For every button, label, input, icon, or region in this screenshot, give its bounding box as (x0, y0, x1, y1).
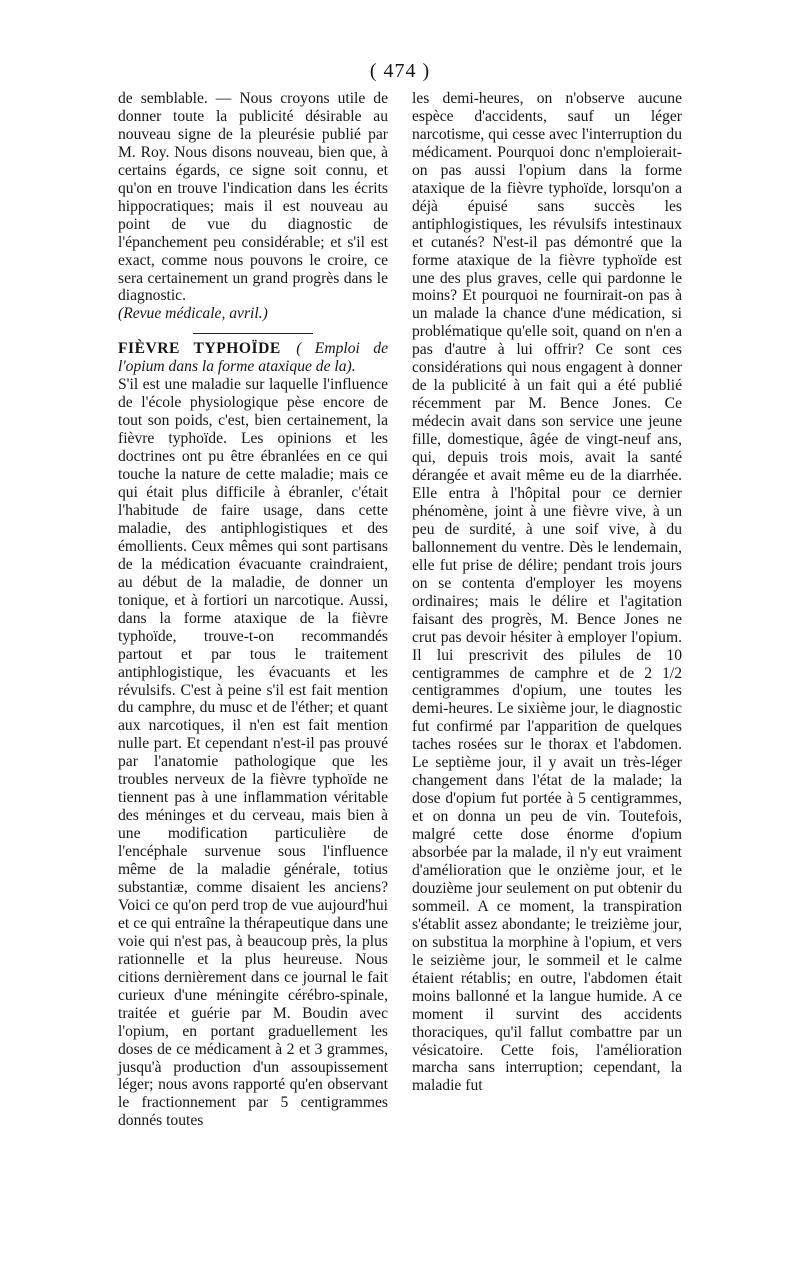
section-divider (193, 333, 313, 334)
left-paragraph-continuation: de semblable. — Nous croyons utile de donner toute la publicité désirable au nouveau signe de la pleurésie publié par M. Roy. Nous disons nouveau, bien que, à certains égards, ce signe soit connu, et qu'on en trouve l'indication dans les écrits hippocratiques; mais il est nouveau au point de vue du diagnostic de l'épanchement peu considérable; et s'il est exact, comme nous pouvons le croire, ce sera certainement un grand progrès dans le diagnostic. (118, 90, 388, 305)
article-paragraph-continued: les demi-heures, on n'observe aucune espèce d'accidents, sauf un léger narcotisme, qui cesse avec l'interruption du médicament. Pourquoi donc n'emploierait-on pas aussi l'opium dans la forme ataxique de la fièvre typhoïde, lorsqu'on a déjà épuisé sans succès les antiphlogistiques, les révulsifs intestinaux et cutanés? N'est-il pas démontré que la forme ataxique de la fièvre typhoïde est une des plus graves, celle qui pardonne le moins? Et pourquoi ne fournirait-on pas à un malade la chance d'une médication, si problématique qu'elle soit, quand on n'en a pas d'autre à lui offrir? Ce sont ces considérations qui nous engagent à donner de la publicité à un fait qui a été publié récemment par M. Bence Jones. Ce médecin avait dans son service une jeune fille, domestique, âgée de vingt-neuf ans, qui, depuis trois mois, avait la santé dérangée et avait même eu de la diarrhée. Elle entra à l'hôpital pour ce dernier phénomène, joint à une fièvre vive, à un peu de surdité, à une soif vive, à du ballonnement du ventre. Dès le lendemain, elle fut prise de délire; pendant trois jours on se contenta d'employer les moyens ordinaires; mais le délire et l'agitation faisant des progrès, M. Bence Jones ne crut pas devoir hésiter à employer l'opium. Il lui prescrivit des pilules de 10 centigrammes de camphre et de 2 1/2 centigrammes d'opium, une toutes les demi-heures. Le sixième jour, le diagnostic fut confirmé par l'apparition de quelques taches rosées sur le thorax et l'abdomen. Le septième jour, il y avait un très-léger changement dans l'état de la malade; la dose d'opium fut portée à 5 centigrammes, et on donna un peu de vin. Toutefois, malgré cette dose énorme d'opium absorbée par la malade, il n'y eut vraiment d'amélioration que le onzième jour, et le douzième jour seulement on put obtenir du sommeil. A ce moment, la transpiration s'établit assez abondante; le treizième jour, on substitua la morphine à l'opium, et vers le seizième jour, le sommeil et le calme étaient rétablis; en outre, l'abdomen était moins ballonné et la langue humide. A ce moment il survint des accidents thoraciques, qu'il fallut combattre par un vésicatoire. Cette fois, l'amélioration marcha sans interruption; cependant, la maladie fut (412, 90, 682, 1095)
section-heading: FIÈVRE TYPHOÏDE (118, 340, 281, 358)
left-column (118, 90, 388, 1130)
section-heading-block (118, 340, 388, 376)
article-paragraph: S'il est une maladie sur laquelle l'influence de l'école physiologique pèse encore de tout son poids, c'est, bien certainement, la fièvre typhoïde. Les opinions et les doctrines ont pu être ébranlées en ce qui touche la nature de cette maladie; mais ce qui était plus difficile à ébranler, c'était l'habitude de faire usage, dans cette maladie, des antiphlogistiques et des émollients. Ceux mêmes qui sont partisans de la médication évacuante craindraient, au début de la maladie, de donner un tonique, et à fortiori un narcotique. Aussi, dans la forme ataxique de la fièvre typhoïde, trouve-t-on recommandés partout et par tous le traitement antiphlogistique, les évacuants et les révulsifs. C'est à peine s'il est fait mention du camphre, du musc et de l'éther; et quant aux narcotiques, il n'en est fait mention nulle part. Et cependant n'est-il pas prouvé par l'anatomie pathologique que les troubles nerveux de la fièvre typhoïde ne tiennent pas à une inflammation véritable des méninges et du cerveau, mais bien à une modification particulière de l'encéphale survenue sous l'influence même de la maladie générale, totius substantiæ, comme disaient les anciens? Voici ce qu'on perd trop de vue aujourd'hui et ce qui entraîne la thérapeutique dans une voie qui n'est pas, à beaucoup près, la plus rationnelle et la plus heureuse. Nous citions dernièrement dans ce journal le fait curieux d'une méningite cérébro-spinale, traitée et guérie par M. Boudin avec l'opium, en portant graduellement les doses de ce médicament à 2 et 3 grammes, jusqu'à production d'un assoupissement léger; nous avons rapporté qu'en observant le fractionnement par 5 centigrammes donnés toutes (118, 376, 388, 1130)
right-column (412, 90, 682, 1095)
page-number: ( 474 ) (369, 60, 431, 82)
section-subtitle: ( Emploi de l'opium dans la forme ataxique de la). (118, 340, 388, 376)
source-citation: (Revue médicale, avril.) (118, 305, 268, 323)
